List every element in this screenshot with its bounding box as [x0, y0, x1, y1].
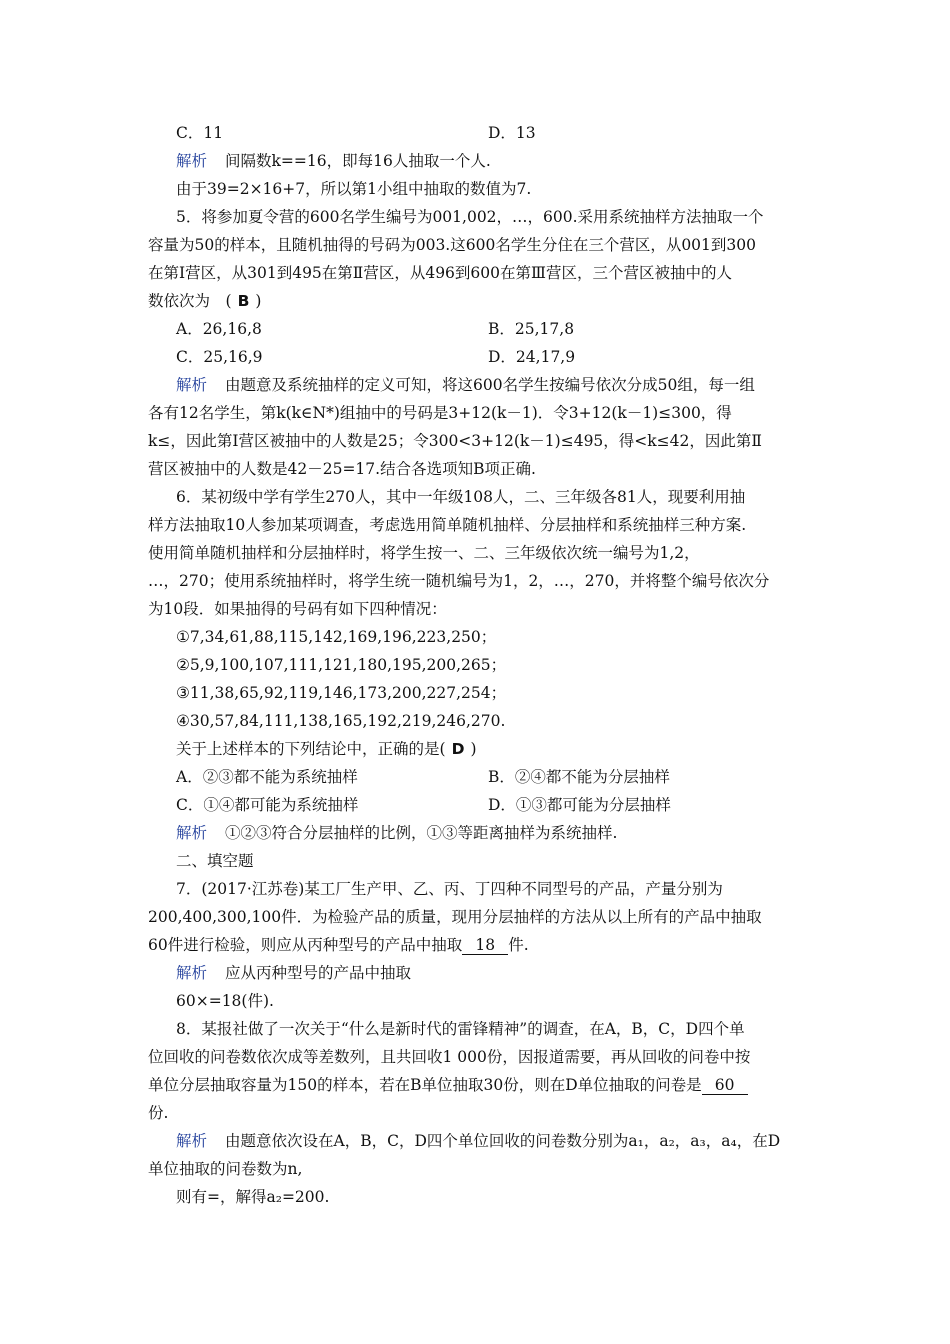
q7-stem-3 — [148, 935, 529, 955]
q5-solution-text-1: 由题意及系统抽样的定义可知，将这600名学生按编号依次分成50组，每一组 — [225, 376, 755, 394]
q5-option-a: A．26,16,8 — [176, 320, 262, 338]
q5-stem-4-text: 数依次为 ( — [148, 292, 232, 310]
q6-stem-2: 样方法抽取10人参加某项调查，考虑选用简单随机抽样、分层抽样和系统抽样三种方案. — [148, 516, 747, 534]
q8-stem-2: 位回收的问卷数依次成等差数列，且共回收1 000份，因报道需要，再从回收的问卷中按 — [148, 1048, 751, 1066]
q6-case-3: ③11,38,65,92,119,146,173,200,227,254； — [176, 684, 507, 702]
q5-paren-close: ) — [255, 292, 262, 310]
q6-question-text: 关于上述样本的下列结论中，正确的是( — [176, 740, 446, 758]
q8-solution-line-1 — [176, 1131, 780, 1151]
q7-answer-blank: 18 — [462, 937, 508, 955]
solution-label: 解析 — [176, 152, 208, 170]
q5-answer: B — [237, 292, 250, 310]
q5-option-d: D．24,17,9 — [488, 348, 576, 366]
q7-solution-formula: 60×=18(件). — [176, 992, 274, 1010]
q5-solution-line-1 — [176, 375, 755, 395]
q6-question — [176, 739, 477, 759]
q6-stem-5: 为10段．如果抽得的号码有如下四种情况： — [148, 600, 447, 618]
q5-options-row-1 — [176, 319, 575, 339]
q7-stem-3-text: 60件进行检验，则应从丙种型号的产品中抽取 — [148, 936, 463, 954]
solution-label: 解析 — [176, 964, 208, 982]
q8-stem-3 — [148, 1075, 748, 1095]
q5-stem-1: 5．将参加夏令营的600名学生编号为001,002，…，600.采用系统抽样方法抽取一个 — [176, 208, 764, 226]
q5-options-row-2 — [176, 347, 576, 367]
q6-option-d: D．①③都可能为分层抽样 — [488, 796, 671, 814]
q5-option-b: B．25,17,8 — [488, 320, 575, 338]
section-heading: 二、填空题 — [176, 852, 254, 870]
q8-solution-line-3: 则有=，解得a₂=200. — [176, 1188, 330, 1206]
q8-stem-4: 份. — [148, 1104, 169, 1122]
q7-stem-1: 7．(2017·江苏卷)某工厂生产甲、乙、丙、丁四种不同型号的产品，产量分别为 — [176, 880, 723, 898]
q5-solution-line-4: 营区被抽中的人数是42－25=17.结合各选项知B项正确. — [148, 460, 536, 478]
q8-solution-line-2: 单位抽取的问卷数为n, — [148, 1160, 303, 1178]
solution-label: 解析 — [176, 1132, 208, 1150]
q6-case-2: ②5,9,100,107,111,121,180,195,200,265； — [176, 656, 507, 674]
q6-stem-4: …，270；使用系统抽样时，将学生统一随机编号为1，2，…，270，并将整个编号依次分 — [148, 572, 770, 590]
q5-solution-line-2: 各有12名学生，第k(k∈N*)组抽中的号码是3+12(k－1)．令3+12(k－1)≤300，得 — [148, 404, 732, 422]
q5-option-c: C．25,16,9 — [176, 348, 263, 366]
q6-case-4: ④30,57,84,111,138,165,192,219,246,270. — [176, 712, 506, 730]
q6-option-a: A．②③都不能为系统抽样 — [176, 768, 358, 786]
q5-stem-4 — [148, 291, 261, 311]
q6-case-1: ①7,34,61,88,115,142,169,196,223,250； — [176, 628, 497, 646]
q6-solution-line — [176, 823, 617, 843]
q4-solution-text: 间隔数k==16，即每16人抽取一个人. — [225, 152, 491, 170]
q7-solution-line — [176, 963, 411, 983]
q6-stem-1: 6．某初级中学有学生270人，其中一年级108人，二、三年级各81人，现要利用抽 — [176, 488, 746, 506]
q8-answer-blank: 60 — [702, 1077, 748, 1095]
q6-stem-3: 使用简单随机抽样和分层抽样时，将学生按一、二、三年级依次统一编号为1,2， — [148, 544, 700, 562]
q6-option-c: C．①④都可能为系统抽样 — [176, 796, 359, 814]
q6-options-row-2 — [176, 795, 671, 815]
solution-label: 解析 — [176, 824, 208, 842]
q4-option-c: C．11 — [176, 124, 224, 142]
q4-solution-line — [176, 151, 491, 171]
q5-stem-3: 在第Ⅰ营区，从301到495在第Ⅱ营区，从496到600在第Ⅲ营区，三个营区被抽中的人 — [148, 264, 732, 282]
q4-solution-text-2: 由于39=2×16+7，所以第1小组中抽取的数值为7. — [176, 180, 532, 198]
q4-options-row — [176, 123, 536, 143]
q7-stem-2: 200,400,300,100件．为检验产品的质量，现用分层抽样的方法从以上所有的产品中抽取 — [148, 908, 762, 926]
q6-paren-close: ) — [470, 740, 477, 758]
q5-solution-line-3: k≤，因此第Ⅰ营区被抽中的人数是25；令300<3+12(k－1)≤495，得<k≤42，因此第Ⅱ — [148, 432, 762, 450]
q8-solution-text-1: 由题意依次设在A，B，C，D四个单位回收的问卷数分别为a₁，a₂，a₃，a₄，在D — [225, 1132, 781, 1150]
q8-stem-3-text: 单位分层抽取容量为150的样本，若在B单位抽取30份，则在D单位抽取的问卷是 — [148, 1076, 702, 1094]
q6-solution-text: ①②③符合分层抽样的比例，①③等距离抽样为系统抽样. — [225, 824, 618, 842]
q8-stem-1: 8．某报社做了一次关于“什么是新时代的雷锋精神”的调查，在A，B，C，D四个单 — [176, 1020, 745, 1038]
q6-option-b: B．②④都不能为分层抽样 — [488, 768, 670, 786]
solution-label: 解析 — [176, 376, 208, 394]
q4-option-d: D．13 — [488, 124, 536, 142]
q6-options-row-1 — [176, 767, 670, 787]
q5-stem-2: 容量为50的样本，且随机抽得的号码为003.这600名学生分住在三个营区，从001到300 — [148, 236, 756, 254]
q6-answer: D — [451, 740, 465, 758]
q7-stem-3-end: 件. — [508, 936, 529, 954]
q7-solution-text: 应从丙种型号的产品中抽取 — [225, 964, 412, 982]
